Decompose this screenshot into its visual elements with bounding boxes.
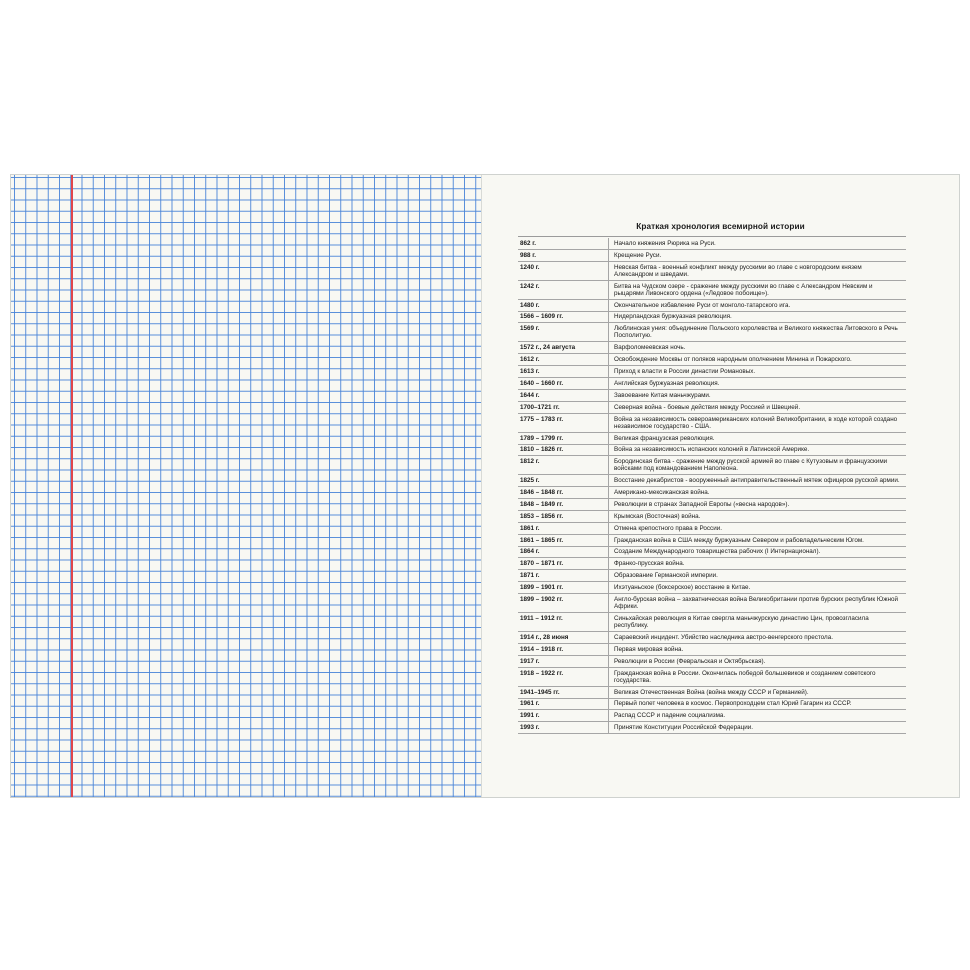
- title-rule: [518, 236, 906, 237]
- timeline-date: 1848 – 1849 гг.: [518, 499, 609, 511]
- timeline-event: Приход к власти в России династии Романовых.: [609, 366, 907, 378]
- timeline-event: Американо-мексиканская война.: [609, 487, 907, 499]
- timeline-row: [518, 280, 906, 299]
- timeline-event: Англо-бурская война – захватническая война Великобритании против бурских республик Южной Африки.: [609, 594, 907, 613]
- timeline-event: Крымская (Восточная) война.: [609, 510, 907, 522]
- timeline-row: [518, 342, 906, 354]
- timeline-date: 1870 – 1871 гг.: [518, 558, 609, 570]
- timeline-event: Люблинская уния: объединение Польского королевства и Великого княжества Литовского в Речь Посполитую.: [609, 323, 907, 342]
- timeline-event: Невская битва - военный конфликт между русскими во главе с новгородским князем Александром и шведами.: [609, 261, 907, 280]
- timeline-date: 1613 г.: [518, 366, 609, 378]
- timeline-event: Война за независимость североамериканских колоний Великобритании, в ходе которой создано независимое государство - США.: [609, 413, 907, 432]
- timeline-event: Английская буржуазная революция.: [609, 378, 907, 390]
- timeline-event: Битва на Чудском озере - сражение между русскими во главе с Александром Невским и рыцарями Ливонского ордена («Ледовое побоище»).: [609, 280, 907, 299]
- timeline-event: Принятие Конституции Российской Федерации.: [609, 722, 907, 734]
- timeline-date: 1810 – 1826 гг.: [518, 444, 609, 456]
- timeline-date: 1861 г.: [518, 522, 609, 534]
- timeline-date: 1899 – 1901 гг.: [518, 582, 609, 594]
- timeline-row: [518, 499, 906, 511]
- timeline-event: Великая французская революция.: [609, 432, 907, 444]
- timeline-event: Образование Германской империи.: [609, 570, 907, 582]
- timeline-date: 1572 г., 24 августа: [518, 342, 609, 354]
- timeline-date: 1569 г.: [518, 323, 609, 342]
- timeline-event: Синьхайская революция в Китае свергла маньчжурскую династию Цин, провозгласила республику.: [609, 613, 907, 632]
- timeline-row: [518, 632, 906, 644]
- timeline-event: Распад СССР и падение социализма.: [609, 710, 907, 722]
- timeline-event: Революции в странах Западной Европы («весна народов»).: [609, 499, 907, 511]
- timeline-row: [518, 311, 906, 323]
- timeline-row: [518, 643, 906, 655]
- timeline-date: 988 г.: [518, 249, 609, 261]
- timeline-row: [518, 698, 906, 710]
- timeline-event: Бородинская битва - сражение между русской армией во главе с Кутузовым и французскими войсками под командованием Наполеона.: [609, 456, 907, 475]
- timeline-event: Франко-прусская война.: [609, 558, 907, 570]
- timeline-date: 1864 г.: [518, 546, 609, 558]
- timeline-date: 1993 г.: [518, 722, 609, 734]
- timeline-event: Восстание декабристов - вооруженный антиправительственный мятеж офицеров русской армии.: [609, 475, 907, 487]
- timeline-title: Краткая хронология всемирной истории: [636, 222, 805, 231]
- timeline-row: [518, 238, 906, 249]
- margin-line: [71, 175, 73, 797]
- timeline-event: Великая Отечественная Война (война между СССР и Германией).: [609, 686, 907, 698]
- timeline-event: Гражданская война в США между буржуазным Севером и рабовладельческим Югом.: [609, 534, 907, 546]
- timeline-page: [482, 175, 959, 797]
- timeline-date: 1644 г.: [518, 389, 609, 401]
- timeline-event: Северная война - боевые действия между Россией и Швецией.: [609, 401, 907, 413]
- timeline-event: Завоевание Китая маньчжурами.: [609, 389, 907, 401]
- timeline-row: [518, 456, 906, 475]
- timeline-date: 1991 г.: [518, 710, 609, 722]
- timeline-date: 1871 г.: [518, 570, 609, 582]
- timeline-row: [518, 378, 906, 390]
- timeline-row: [518, 686, 906, 698]
- timeline-row: [518, 510, 906, 522]
- timeline-date: 862 г.: [518, 238, 609, 249]
- timeline-event: Крещение Руси.: [609, 249, 907, 261]
- timeline-row: [518, 613, 906, 632]
- timeline-row: [518, 444, 906, 456]
- timeline-row: [518, 546, 906, 558]
- timeline-event: Гражданская война в России. Окончилась победой большевиков и созданием советского государства.: [609, 667, 907, 686]
- timeline-date: 1566 – 1609 гг.: [518, 311, 609, 323]
- timeline-date: 1861 – 1865 гг.: [518, 534, 609, 546]
- timeline-row: [518, 413, 906, 432]
- timeline-row: [518, 710, 906, 722]
- grid-page: [11, 175, 481, 797]
- timeline-date: 1914 г., 28 июня: [518, 632, 609, 644]
- timeline-row: [518, 401, 906, 413]
- timeline-event: Ихэтуаньское (боксерское) восстание в Китае.: [609, 582, 907, 594]
- timeline-date: 1918 – 1922 гг.: [518, 667, 609, 686]
- timeline-row: [518, 582, 906, 594]
- timeline-event: Отмена крепостного права в России.: [609, 522, 907, 534]
- timeline-row: [518, 594, 906, 613]
- timeline-date: 1941–1945 гг.: [518, 686, 609, 698]
- timeline-date: 1961 г.: [518, 698, 609, 710]
- timeline-date: 1825 г.: [518, 475, 609, 487]
- timeline-date: 1240 г.: [518, 261, 609, 280]
- timeline-event: Окончательное избавление Руси от монголо-татарского ига.: [609, 299, 907, 311]
- timeline-date: 1812 г.: [518, 456, 609, 475]
- timeline-row: [518, 354, 906, 366]
- timeline-date: 1853 – 1856 гг.: [518, 510, 609, 522]
- timeline-row: [518, 487, 906, 499]
- timeline-event: Создание Международного товарищества рабочих (I Интернационал).: [609, 546, 907, 558]
- timeline-date: 1480 г.: [518, 299, 609, 311]
- timeline-row: [518, 667, 906, 686]
- timeline-row: [518, 261, 906, 280]
- timeline-row: [518, 323, 906, 342]
- timeline-row: [518, 522, 906, 534]
- timeline-date: 1846 – 1848 гг.: [518, 487, 609, 499]
- timeline-event: Сараевский инцидент. Убийство наследника австро-венгерского престола.: [609, 632, 907, 644]
- timeline-row: [518, 299, 906, 311]
- timeline-date: 1242 г.: [518, 280, 609, 299]
- timeline-row: [518, 655, 906, 667]
- timeline-event: Нидерландская буржуазная революция.: [609, 311, 907, 323]
- timeline-row: [518, 534, 906, 546]
- timeline-event: Начало княжения Рюрика на Руси.: [609, 238, 907, 249]
- timeline-row: [518, 475, 906, 487]
- timeline-date: 1899 – 1902 гг.: [518, 594, 609, 613]
- timeline-row: [518, 558, 906, 570]
- notebook-spread: [10, 174, 960, 798]
- timeline-date: 1914 – 1918 гг.: [518, 643, 609, 655]
- timeline-date: 1789 – 1799 гг.: [518, 432, 609, 444]
- timeline-row: [518, 366, 906, 378]
- timeline-row: [518, 570, 906, 582]
- timeline-date: 1911 – 1912 гг.: [518, 613, 609, 632]
- timeline-row: [518, 249, 906, 261]
- timeline-date: 1640 – 1660 гг.: [518, 378, 609, 390]
- timeline-row: [518, 722, 906, 734]
- timeline-date: 1700–1721 гг.: [518, 401, 609, 413]
- timeline-event: Освобождение Москвы от поляков народным ополчением Минина и Пожарского.: [609, 354, 907, 366]
- timeline-date: 1917 г.: [518, 655, 609, 667]
- timeline-date: 1775 – 1783 гг.: [518, 413, 609, 432]
- timeline-event: Первая мировая война.: [609, 643, 907, 655]
- timeline-row: [518, 432, 906, 444]
- timeline-event: Варфоломеевская ночь.: [609, 342, 907, 354]
- timeline-table: [518, 238, 906, 734]
- timeline-event: Революции в России (Февральская и Октябрьская).: [609, 655, 907, 667]
- timeline-event: Первый полет человека в космос. Первопроходцем стал Юрий Гагарин из СССР.: [609, 698, 907, 710]
- timeline-date: 1612 г.: [518, 354, 609, 366]
- timeline-event: Война за независимость испанских колоний в Латинской Америке.: [609, 444, 907, 456]
- timeline-row: [518, 389, 906, 401]
